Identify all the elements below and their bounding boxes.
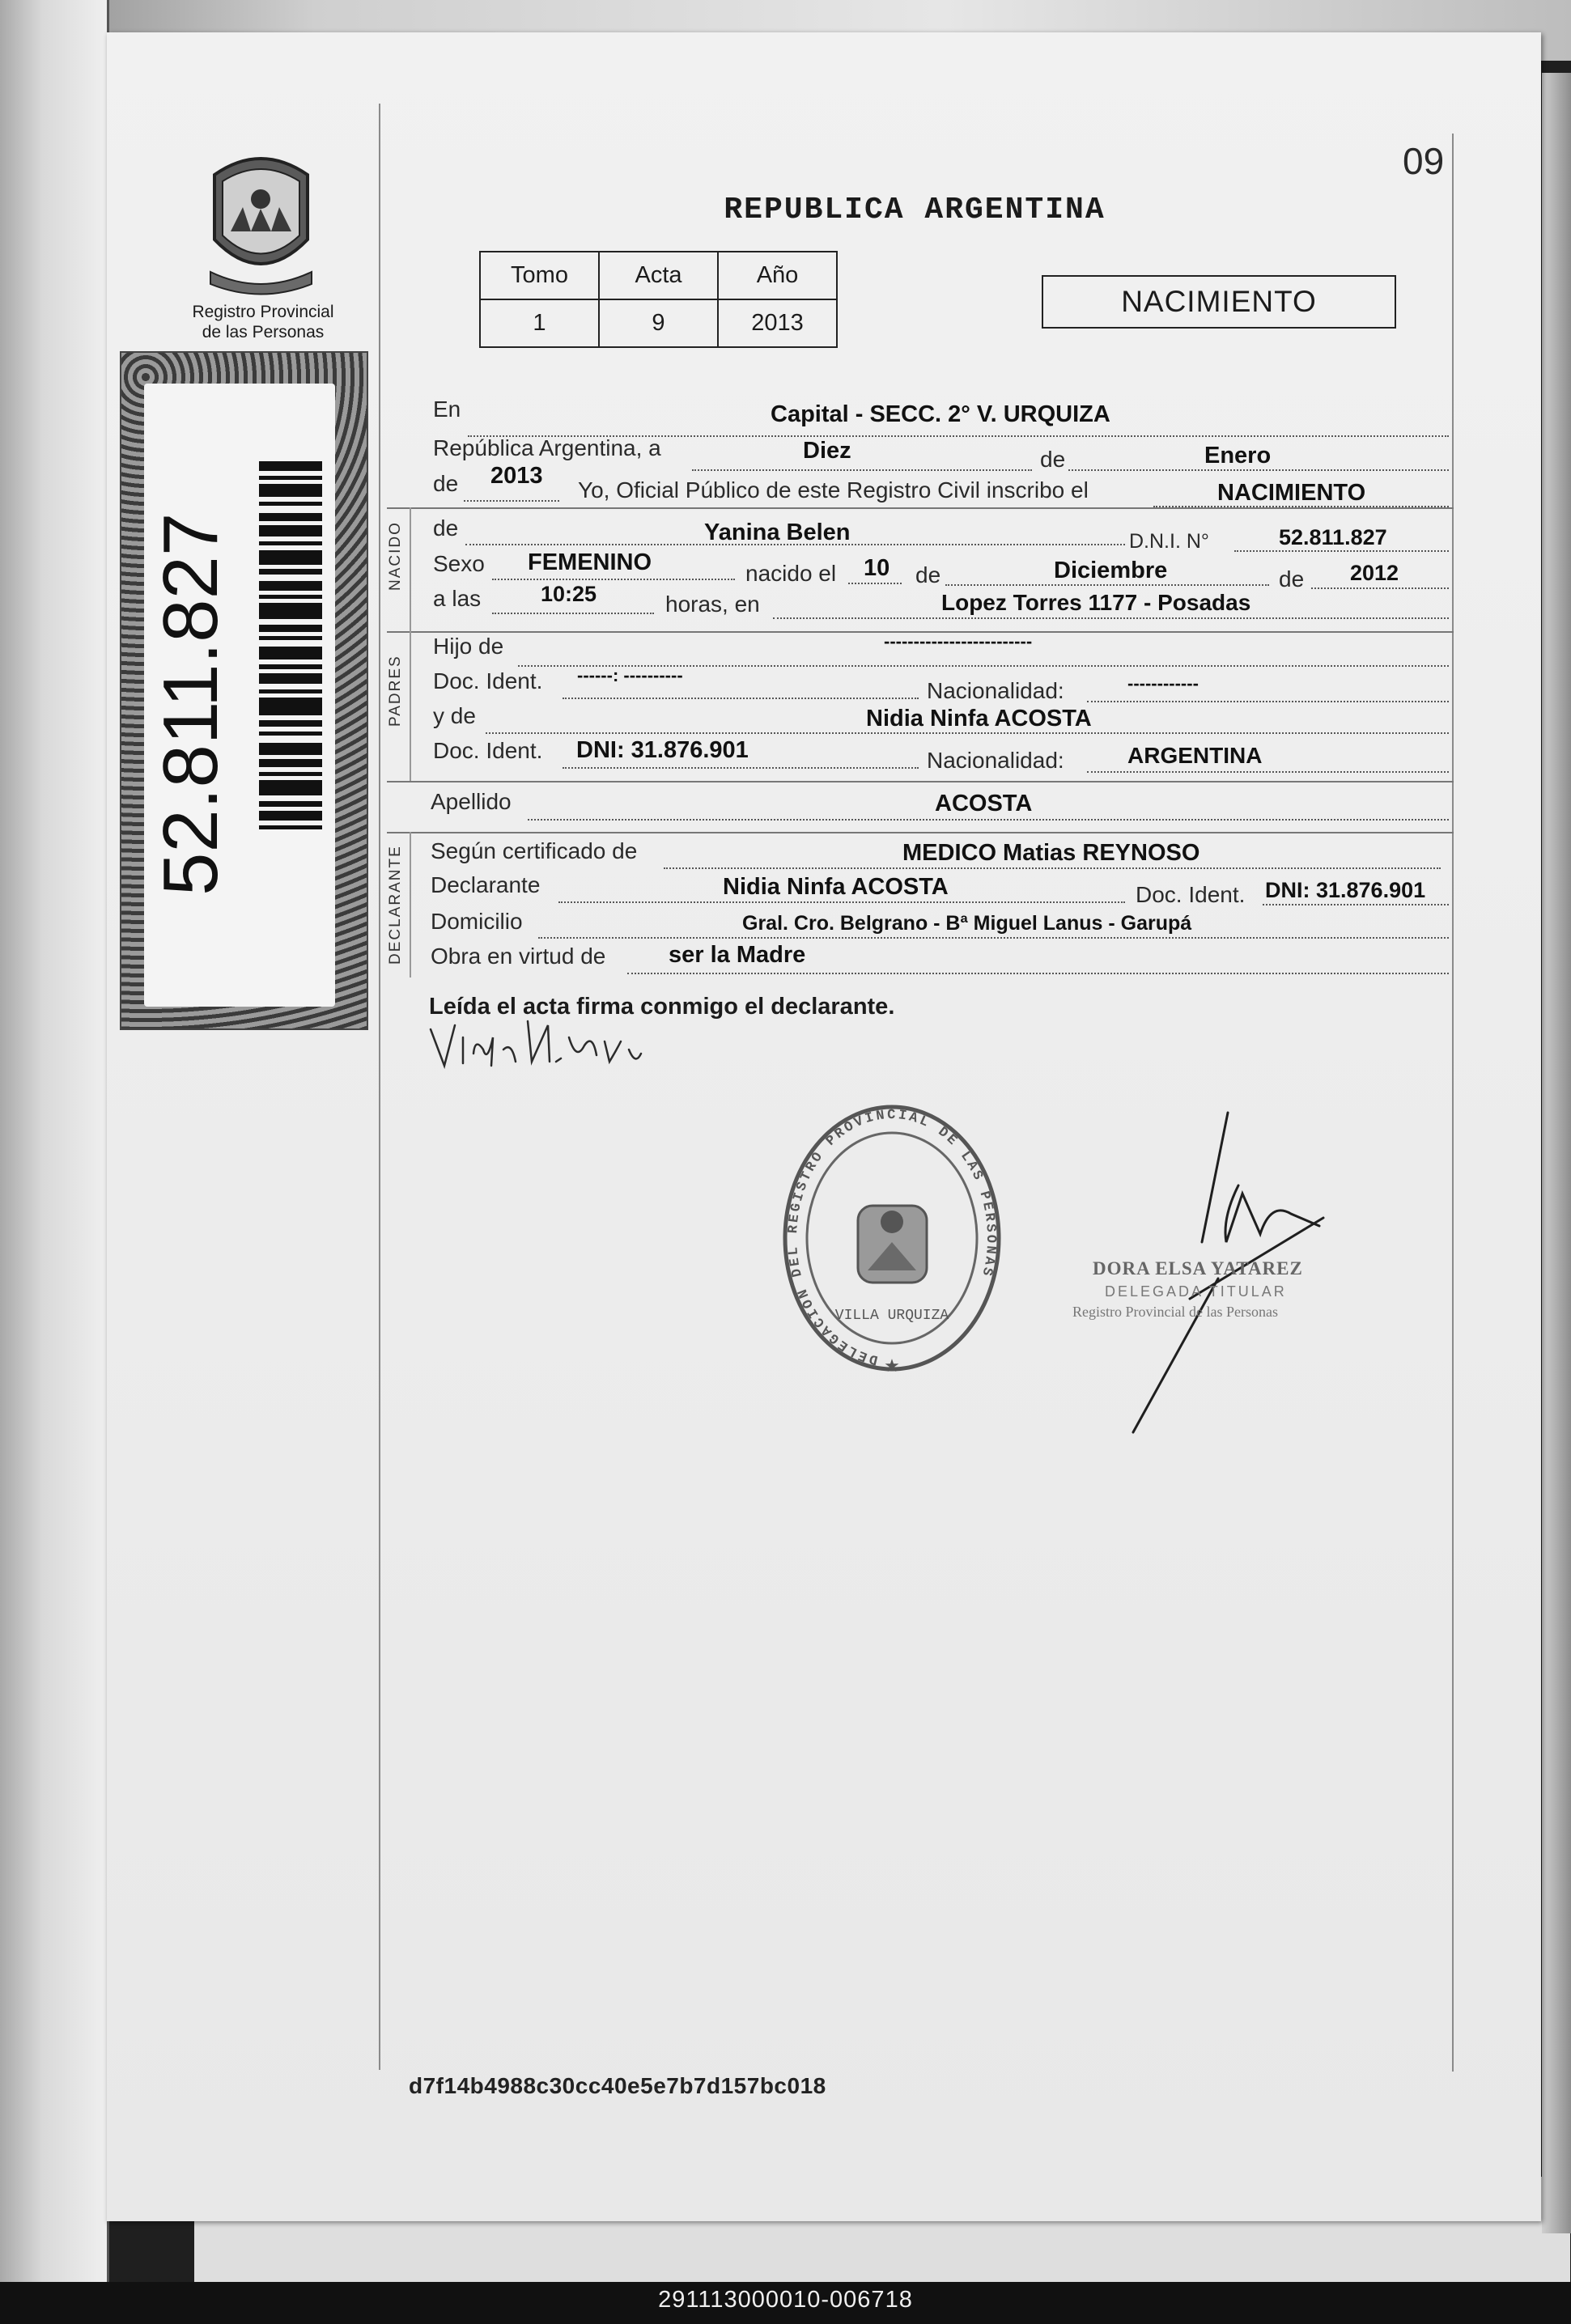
sexo-value: FEMENINO <box>528 549 652 575</box>
hora-line <box>492 613 654 614</box>
acta-value: 9 <box>599 299 718 347</box>
madre-value: Nidia Ninfa ACOSTA <box>866 706 1092 732</box>
stamp-ring-text: DELEGACION DEL REGISTRO PROVINCIAL DE LAS PERSONAS <box>786 1107 999 1368</box>
nombre-value: Yanina Belen <box>704 520 851 545</box>
domicilio-label: Domicilio <box>431 909 523 934</box>
document-title: REPUBLICA ARGENTINA <box>724 193 1106 227</box>
madre-doc-value: DNI: 31.876.901 <box>576 737 749 763</box>
year-de-label: de <box>433 471 459 496</box>
official-signature-block <box>1056 1105 1380 1444</box>
province-seal-logo <box>198 151 324 296</box>
year-line <box>464 500 559 502</box>
declarante-label: Declarante <box>431 872 541 897</box>
section-label-padres: PADRES <box>387 655 404 727</box>
registry-caption-line1: Registro Provincial <box>192 303 334 321</box>
month-de-label: de <box>1040 447 1066 472</box>
tomo-value: 1 <box>480 299 599 347</box>
birth-year-line <box>1311 587 1449 589</box>
id-number: 52.811.827 <box>147 512 234 896</box>
registry-caption <box>178 302 348 342</box>
record-table <box>479 251 838 348</box>
declarante-doc-value: DNI: 31.876.901 <box>1265 878 1426 902</box>
official-role: DELEGADA TITULAR <box>1105 1283 1287 1300</box>
barcode <box>259 461 322 922</box>
tomo-header: Tomo <box>480 252 599 299</box>
apellido-value: ACOSTA <box>935 791 1033 816</box>
section-label-declarante: DECLARANTE <box>387 845 404 965</box>
birth-day-line <box>848 583 902 584</box>
apellido-label: Apellido <box>431 789 512 814</box>
madre-nac-label: Nacionalidad: <box>927 748 1064 773</box>
right-margin-rule <box>1452 134 1454 2072</box>
sexo-line <box>492 579 735 580</box>
madre-doc-label: Doc. Ident. <box>433 738 543 763</box>
en-label: En <box>433 397 461 422</box>
separator-declarante-top <box>387 832 1454 833</box>
closing-text: Leída el acta firma conmigo el declarante. <box>429 994 895 1020</box>
certificado-line <box>664 867 1441 869</box>
registry-caption-line2: de las Personas <box>202 323 325 341</box>
separator-nacido-top <box>387 507 1454 509</box>
obra-label: Obra en virtud de <box>431 944 606 969</box>
padre-doc-value: ------: ---------- <box>577 665 683 685</box>
madre-line <box>486 732 1449 734</box>
section-label-nacido: NACIDO <box>387 521 404 591</box>
y-de-label: y de <box>433 703 476 728</box>
obra-line <box>627 973 1449 974</box>
left-margin-rule <box>379 104 380 2070</box>
inscribo-text: Yo, Oficial Público de este Registro Civil inscribo el <box>578 477 1089 503</box>
month-value: Enero <box>1204 443 1272 469</box>
declarante-line <box>558 901 1125 903</box>
hijo-de-value: ------------------------- <box>884 631 1033 651</box>
birth-month-line <box>945 584 1269 586</box>
ano-header: Año <box>718 252 837 299</box>
year-value: 2013 <box>490 463 543 489</box>
dni-value: 52.811.827 <box>1279 525 1387 549</box>
book-right-edge <box>1542 73 1571 2233</box>
madre-doc-line <box>563 767 919 769</box>
birth-day: 10 <box>864 555 890 581</box>
certificado-label: Según certificado de <box>431 838 638 863</box>
a-las-label: a las <box>433 586 482 611</box>
section-rule-nacido <box>410 507 411 633</box>
record-type-box: NACIMIENTO <box>1042 275 1396 329</box>
declarante-doc-line <box>1263 904 1449 905</box>
hora-value: 10:25 <box>541 582 597 606</box>
horas-en-label: horas, en <box>665 592 760 617</box>
madre-nac-line <box>1087 771 1449 773</box>
padre-nac-value: ------------ <box>1127 673 1199 693</box>
apellido-line <box>528 819 1449 821</box>
inscribo-value: NACIMIENTO <box>1217 480 1366 506</box>
madre-nac-value: ARGENTINA <box>1127 743 1263 768</box>
lugar-line <box>773 617 1449 619</box>
lugar-value: Lopez Torres 1177 - Posadas <box>941 590 1251 615</box>
official-name: DORA ELSA YATAREZ <box>1093 1258 1303 1279</box>
section-rule-declarante <box>410 832 411 978</box>
declarante-value: Nidia Ninfa ACOSTA <box>723 874 949 900</box>
separator-apellido-top <box>387 781 1454 782</box>
nacido-el-label: nacido el <box>745 561 837 586</box>
sexo-label: Sexo <box>433 551 485 576</box>
birth-month: Diciembre <box>1054 558 1168 583</box>
day-line <box>692 469 1032 471</box>
facing-page <box>0 0 109 2282</box>
birth-de1-label: de <box>915 562 941 587</box>
official-stamp <box>777 1101 1008 1400</box>
official-org: Registro Provincial de las Personas <box>1072 1304 1278 1320</box>
declarant-signature <box>427 1005 645 1082</box>
hijo-de-label: Hijo de <box>433 634 504 659</box>
padre-nac-line <box>1087 701 1449 702</box>
page-number: 09 <box>1403 140 1445 182</box>
obra-value: ser la Madre <box>669 942 806 968</box>
stamp-inner-text: VILLA URQUIZA <box>834 1308 949 1324</box>
svg-text:★: ★ <box>884 1356 900 1376</box>
dni-label: D.N.I. N° <box>1129 530 1209 553</box>
birth-de2-label: de <box>1279 566 1305 592</box>
padre-doc-label: Doc. Ident. <box>433 668 543 693</box>
en-value: Capital - SECC. 2° V. URQUIZA <box>771 401 1110 427</box>
padre-doc-line <box>563 698 919 699</box>
birth-year: 2012 <box>1350 561 1399 585</box>
footer-id: 291113000010-006718 <box>658 2287 913 2313</box>
dni-line <box>1234 550 1449 552</box>
padre-nac-label: Nacionalidad: <box>927 678 1064 703</box>
declarante-doc-label: Doc. Ident. <box>1136 882 1246 907</box>
section-rule-padres <box>410 631 411 781</box>
acta-header: Acta <box>599 252 718 299</box>
month-line <box>1068 469 1449 471</box>
nombre-label: de <box>433 515 459 541</box>
republica-label: República Argentina, a <box>433 435 661 460</box>
day-value: Diez <box>803 438 851 464</box>
domicilio-value: Gral. Cro. Belgrano - Bª Miguel Lanus - Garupá <box>742 912 1192 935</box>
ano-value: 2013 <box>718 299 837 347</box>
certificado-value: MEDICO Matias REYNOSO <box>902 840 1200 866</box>
domicilio-line <box>538 937 1449 939</box>
document-hash: d7f14b4988c30cc40e5e7b7d157bc018 <box>409 2073 826 2098</box>
